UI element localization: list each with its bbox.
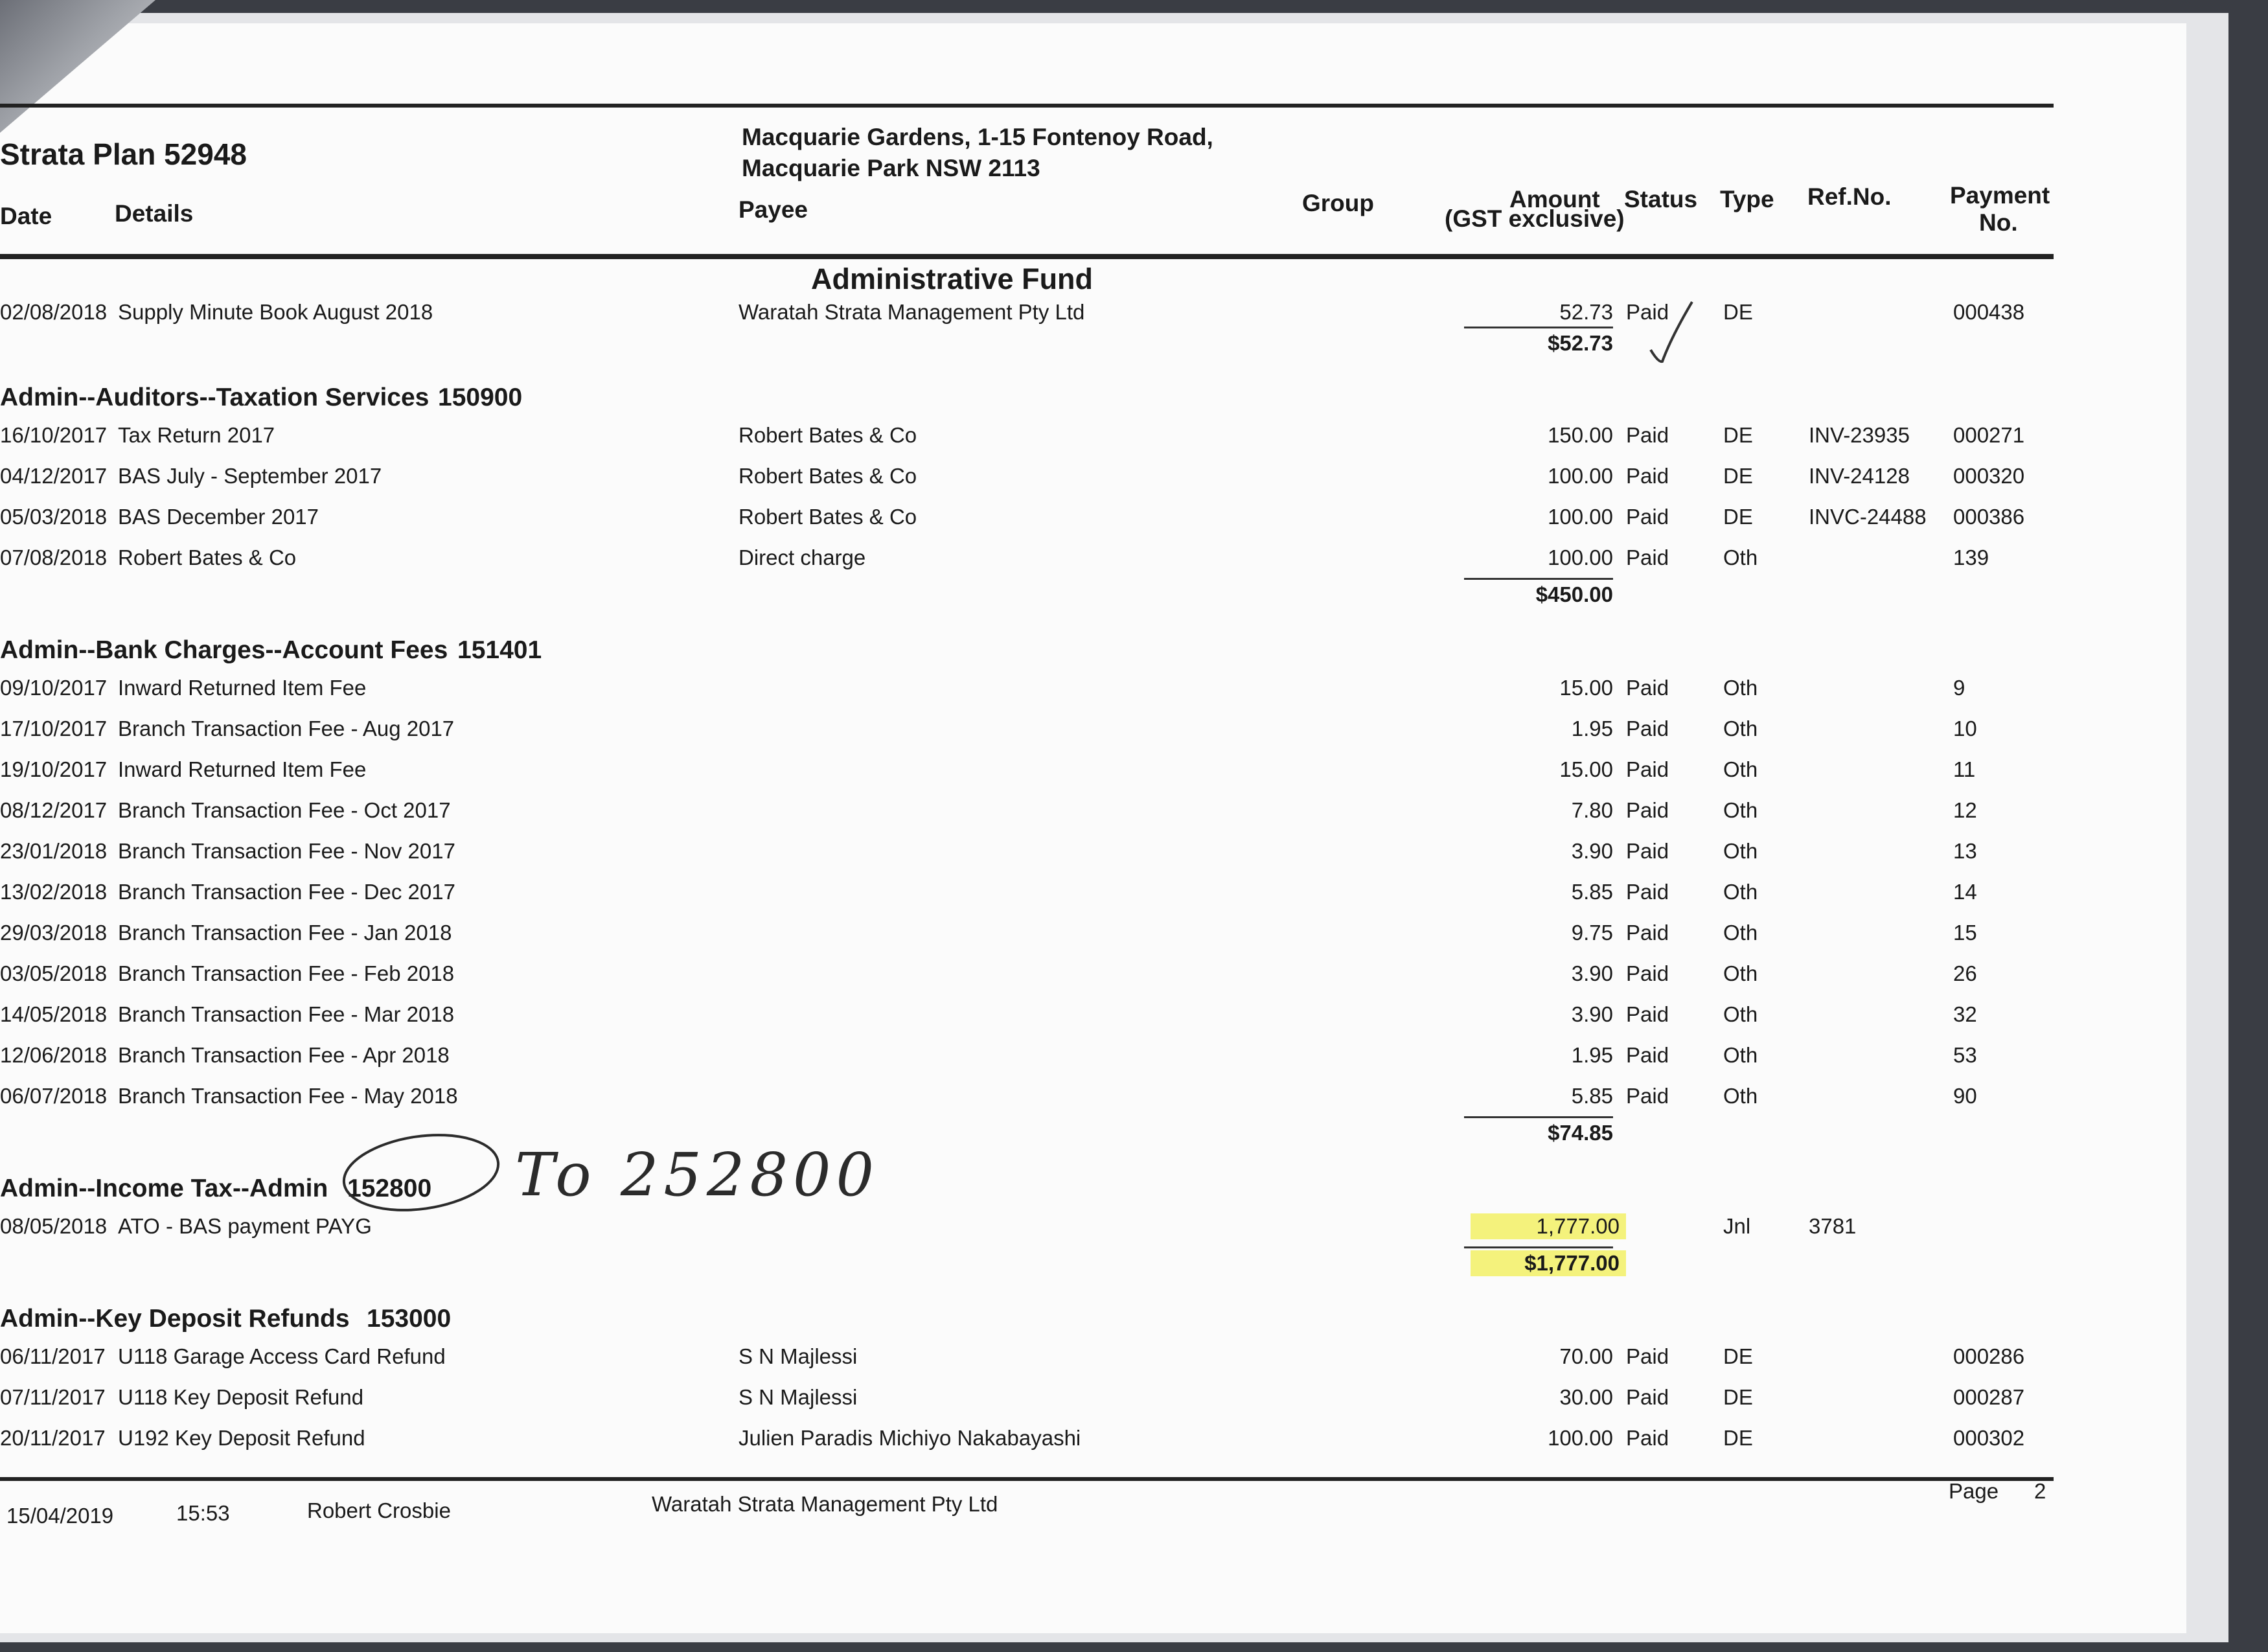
- entry-status: Paid: [1626, 1043, 1669, 1067]
- entry-type: DE: [1723, 1385, 1753, 1409]
- entry-payee: Julien Paradis Michiyo Nakabayashi: [739, 1426, 1081, 1450]
- entry-date: 05/03/2018: [0, 505, 108, 529]
- entry-payment: 000286: [1953, 1344, 2025, 1368]
- entry-date: 08/05/2018: [0, 1214, 108, 1238]
- entry-date: 14/05/2018: [0, 1002, 108, 1026]
- footer-rule: [0, 1477, 2054, 1481]
- entry-details: U118 Key Deposit Refund: [118, 1385, 364, 1409]
- entry-details: Robert Bates & Co: [118, 545, 297, 569]
- footer-page-label: Page: [1949, 1479, 1999, 1503]
- entry-type: Oth: [1723, 961, 1758, 985]
- entry-date: 19/10/2017: [0, 757, 108, 781]
- entry-type: Oth: [1723, 1002, 1758, 1026]
- address-line-2: Macquarie Park NSW 2113: [742, 155, 1040, 181]
- entry-type: Oth: [1723, 545, 1758, 569]
- entry-date: 16/10/2017: [0, 423, 108, 447]
- entry-status: Paid: [1626, 798, 1669, 822]
- entry-details: Supply Minute Book August 2018: [118, 300, 433, 324]
- col-payment-1: Payment: [1950, 182, 2050, 209]
- col-amount-gst: (GST exclusive): [1445, 205, 1625, 232]
- entry-status: Paid: [1626, 1344, 1669, 1368]
- entry-details: U118 Garage Access Card Refund: [118, 1344, 446, 1368]
- entry-details: U192 Key Deposit Refund: [118, 1426, 365, 1450]
- subtotal-rule: [1464, 327, 1613, 328]
- entry-amount: 3.90: [1571, 839, 1613, 863]
- entry-date: 04/12/2017: [0, 464, 108, 488]
- entry-details: Branch Transaction Fee - Mar 2018: [118, 1002, 455, 1026]
- section-title: Admin--Income Tax--Admin: [0, 1175, 328, 1202]
- entry-details: Inward Returned Item Fee: [118, 676, 367, 700]
- entry-payment: 10: [1953, 717, 1977, 740]
- entry-total: $52.73: [1548, 331, 1613, 355]
- entry-type: DE: [1723, 1344, 1753, 1368]
- entry-date: 12/06/2018: [0, 1043, 108, 1067]
- section-title: Admin--Auditors--Taxation Services: [0, 384, 430, 411]
- entry-type: DE: [1723, 300, 1753, 324]
- entry-details: Branch Transaction Fee - Oct 2017: [118, 798, 451, 822]
- entry-date: 06/07/2018: [0, 1084, 108, 1108]
- entry-date: 07/08/2018: [0, 545, 108, 569]
- footer-time: 15:53: [176, 1501, 230, 1525]
- entry-amount: 1.95: [1571, 717, 1613, 740]
- footer-date: 15/04/2019: [6, 1504, 114, 1528]
- entry-payment: 26: [1953, 961, 1977, 985]
- subtotal-rule: [1464, 1116, 1613, 1118]
- entry-type: Oth: [1723, 839, 1758, 863]
- entry-status: Paid: [1626, 300, 1669, 324]
- entry-ref: 3781: [1809, 1214, 1857, 1238]
- entry-status: Paid: [1626, 676, 1669, 700]
- entry-status: Paid: [1626, 505, 1669, 529]
- entry-payment: 139: [1953, 545, 1989, 569]
- fund-title: Administrative Fund: [811, 262, 1094, 295]
- entry-payment: 13: [1953, 839, 1977, 863]
- entry-details: Branch Transaction Fee - May 2018: [118, 1084, 458, 1108]
- section-title: Admin--Bank Charges--Account Fees: [0, 636, 448, 664]
- entry-status: Paid: [1626, 921, 1669, 945]
- entry-status: Paid: [1626, 717, 1669, 740]
- entry-type: DE: [1723, 1426, 1753, 1450]
- entry-details: Tax Return 2017: [118, 423, 275, 447]
- entry-payee: S N Majlessi: [739, 1344, 858, 1368]
- subtotal-rule: [1464, 1246, 1613, 1248]
- entry-amount: 100.00: [1548, 464, 1613, 488]
- entry-ref: INV-23935: [1809, 423, 1910, 447]
- entry-payee: Robert Bates & Co: [739, 423, 917, 447]
- entry-amount: 5.85: [1571, 1084, 1613, 1108]
- col-date: Date: [0, 203, 52, 229]
- entry-payee: S N Majlessi: [739, 1385, 858, 1409]
- entry-payment: 000302: [1953, 1426, 2025, 1450]
- section-total: $1,777.00: [1471, 1250, 1626, 1276]
- entry-status: Paid: [1626, 1385, 1669, 1409]
- entry-details: Branch Transaction Fee - Apr 2018: [118, 1043, 450, 1067]
- entry-status: Paid: [1626, 880, 1669, 904]
- entry-payment: 000287: [1953, 1385, 2025, 1409]
- entry-amount: 1.95: [1571, 1043, 1613, 1067]
- entry-details: Branch Transaction Fee - Nov 2017: [118, 839, 455, 863]
- entry-date: 08/12/2017: [0, 798, 108, 822]
- entry-amount: 5.85: [1571, 880, 1613, 904]
- entry-amount: 7.80: [1571, 798, 1613, 822]
- entry-payment: 15: [1953, 921, 1977, 945]
- entry-ref: INV-24128: [1809, 464, 1910, 488]
- entry-payee: Waratah Strata Management Pty Ltd: [739, 300, 1085, 324]
- entry-details: BAS December 2017: [118, 505, 319, 529]
- entry-type: Oth: [1723, 921, 1758, 945]
- strata-plan-title: Strata Plan 52948: [0, 137, 247, 171]
- section-code: 151401: [457, 636, 542, 664]
- entry-status: Paid: [1626, 423, 1669, 447]
- entry-status: Paid: [1626, 1084, 1669, 1108]
- entry-payment: 14: [1953, 880, 1977, 904]
- entry-amount: 150.00: [1548, 423, 1613, 447]
- entry-type: Oth: [1723, 1043, 1758, 1067]
- entry-amount: 70.00: [1559, 1344, 1613, 1368]
- entry-payment: 9: [1953, 676, 1965, 700]
- entry-amount: 3.90: [1571, 1002, 1613, 1026]
- section-code: 152800: [347, 1175, 432, 1202]
- entry-ref: INVC-24488: [1809, 505, 1927, 529]
- entry-status: Paid: [1626, 1002, 1669, 1026]
- entry-details: Branch Transaction Fee - Feb 2018: [118, 961, 455, 985]
- handwritten-note: To 252800: [515, 1140, 880, 1210]
- entry-type: Oth: [1723, 676, 1758, 700]
- entry-date: 23/01/2018: [0, 839, 108, 863]
- entry-status: Paid: [1626, 839, 1669, 863]
- entry-status: Paid: [1626, 1426, 1669, 1450]
- entry-type: DE: [1723, 423, 1753, 447]
- entry-status: Paid: [1626, 545, 1669, 569]
- entry-amount: 3.90: [1571, 961, 1613, 985]
- entry-payment: 53: [1953, 1043, 1977, 1067]
- col-payee: Payee: [739, 196, 808, 223]
- entry-payment: 11: [1953, 757, 1976, 781]
- col-ref: Ref.No.: [1807, 183, 1892, 210]
- entry-amount: 1,777.00: [1471, 1213, 1626, 1239]
- entry-amount: 100.00: [1548, 1426, 1613, 1450]
- footer-company: Waratah Strata Management Pty Ltd: [652, 1492, 998, 1516]
- footer-page-number: 2: [2034, 1479, 2046, 1503]
- entry-details: Inward Returned Item Fee: [118, 757, 367, 781]
- entry-payment: 000386: [1953, 505, 2025, 529]
- entry-details: ATO - BAS payment PAYG: [118, 1214, 372, 1238]
- entry-date: 07/11/2017: [0, 1385, 106, 1409]
- entry-date: 03/05/2018: [0, 961, 108, 985]
- entry-details: BAS July - September 2017: [118, 464, 382, 488]
- entry-payment: 000438: [1953, 300, 2025, 324]
- col-amount: Amount: [1509, 186, 1600, 212]
- entry-type: Oth: [1723, 757, 1758, 781]
- entry-type: Oth: [1723, 717, 1758, 740]
- entry-payment: 32: [1953, 1002, 1977, 1026]
- entry-date: 17/10/2017: [0, 717, 108, 740]
- entry-payment: 90: [1953, 1084, 1977, 1108]
- entry-payment: 000271: [1953, 423, 2025, 447]
- entry-type: DE: [1723, 505, 1753, 529]
- address-line-1: Macquarie Gardens, 1-15 Fontenoy Road,: [742, 124, 1213, 150]
- entry-amount: 15.00: [1559, 676, 1613, 700]
- entry-amount: 30.00: [1559, 1385, 1613, 1409]
- top-rule: [0, 104, 2054, 108]
- handwritten-circle: [337, 1127, 505, 1218]
- col-payment-2: No.: [1979, 209, 2018, 236]
- section-title: Admin--Key Deposit Refunds: [0, 1305, 350, 1333]
- header-rule: [0, 254, 2054, 259]
- entry-payee: Direct charge: [739, 545, 866, 569]
- entry-amount: 15.00: [1559, 757, 1613, 781]
- section-code: 153000: [367, 1305, 452, 1333]
- col-status: Status: [1624, 186, 1698, 212]
- col-group: Group: [1302, 190, 1374, 216]
- entry-amount: 100.00: [1548, 545, 1613, 569]
- entry-type: Jnl: [1723, 1214, 1751, 1238]
- entry-type: Oth: [1723, 798, 1758, 822]
- entry-date: 02/08/2018: [0, 300, 108, 324]
- col-type: Type: [1720, 186, 1774, 212]
- checkmark-icon: [1645, 298, 1697, 369]
- col-details: Details: [115, 200, 194, 227]
- entry-amount: 52.73: [1559, 300, 1613, 324]
- entry-status: Paid: [1626, 464, 1669, 488]
- entry-date: 06/11/2017: [0, 1344, 106, 1368]
- entry-date: 09/10/2017: [0, 676, 108, 700]
- entry-status: Paid: [1626, 961, 1669, 985]
- entry-amount: 9.75: [1571, 921, 1613, 945]
- entry-date: 29/03/2018: [0, 921, 108, 945]
- entry-details: Branch Transaction Fee - Aug 2017: [118, 717, 455, 740]
- entry-date: 13/02/2018: [0, 880, 108, 904]
- footer-user: Robert Crosbie: [307, 1498, 451, 1522]
- section-total: $450.00: [1535, 582, 1613, 606]
- entry-type: DE: [1723, 464, 1753, 488]
- entry-status: Paid: [1626, 757, 1669, 781]
- entry-payee: Robert Bates & Co: [739, 505, 917, 529]
- entry-details: Branch Transaction Fee - Dec 2017: [118, 880, 455, 904]
- entry-type: Oth: [1723, 880, 1758, 904]
- entry-payment: 000320: [1953, 464, 2025, 488]
- entry-type: Oth: [1723, 1084, 1758, 1108]
- entry-payment: 12: [1953, 798, 1977, 822]
- section-code: 150900: [438, 384, 523, 411]
- entry-payee: Robert Bates & Co: [739, 464, 917, 488]
- section-total: $74.85: [1548, 1121, 1613, 1145]
- entry-details: Branch Transaction Fee - Jan 2018: [118, 921, 452, 945]
- entry-amount: 100.00: [1548, 505, 1613, 529]
- subtotal-rule: [1464, 578, 1613, 580]
- entry-date: 20/11/2017: [0, 1426, 106, 1450]
